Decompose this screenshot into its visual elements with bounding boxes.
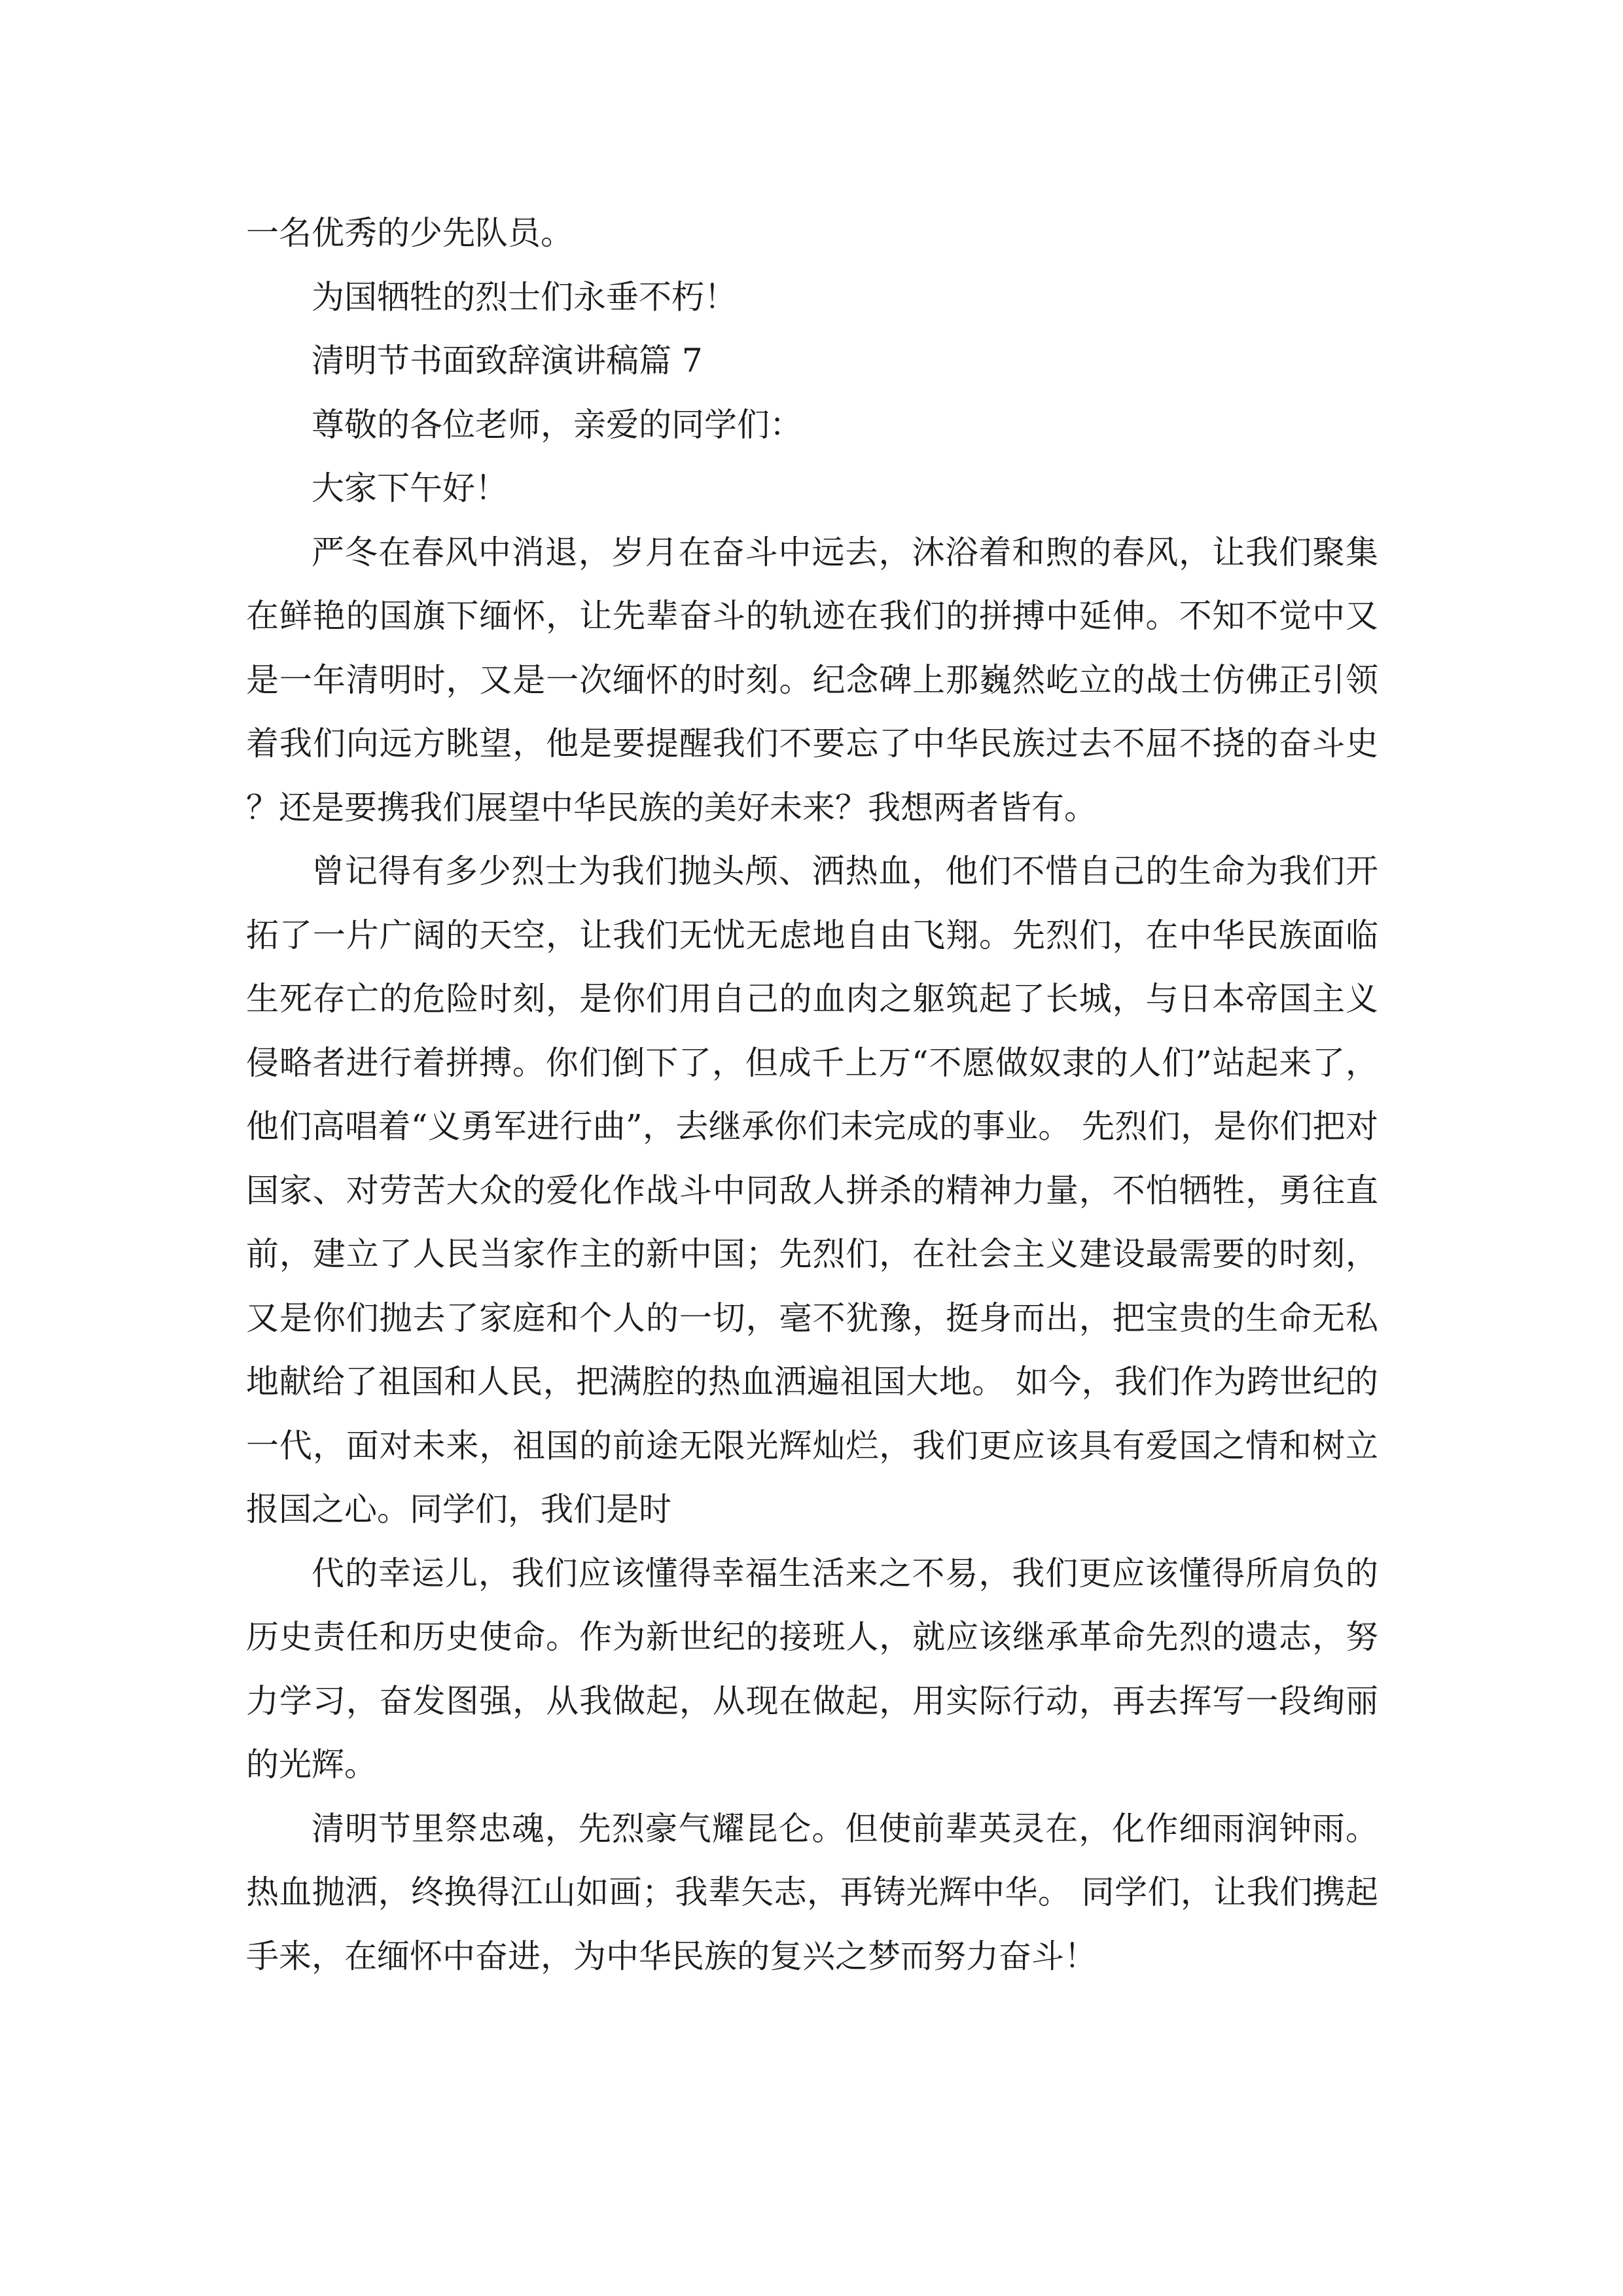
paragraph-6: 严冬在春风中消退，岁月在奋斗中远去，沐浴着和煦的春风，让我们聚集在鲜艳的国旗下缅怀，让先辈奋斗的轨迹在我们的拼搏中延伸。不知不觉中又是一年清明时，又是一次缅怀的时刻。纪念碑上那巍然屹立的战士仿佛正引领着我们向远方眺望，他是要提醒我们不要忘了中华民族过去不屈不挠的奋斗史？还是要携我们展望中华民族的美好未来？我想两者皆有。 (246, 533, 1378, 827)
greeting: 大家下午好！ (312, 469, 508, 507)
paragraph-9: 清明节里祭忠魂，先烈豪气耀昆仑。但使前辈英灵在，化作细雨润钟雨。热血抛洒，终换得江山如画；我辈矢志，再铸光辉中华。 同学们，让我们携起手来，在缅怀中奋进，为中华民族的复兴之梦而努力奋斗！ (246, 1809, 1378, 1975)
salutation: 尊敬的各位老师，亲爱的同学们： (312, 405, 802, 444)
paragraph-2: 为国牺牲的烈士们永垂不朽！ (312, 278, 737, 316)
section-heading: 清明节书面致辞演讲稿篇 7 (312, 342, 703, 380)
paragraph-7: 曾记得有多少烈士为我们抛头颅、洒热血，他们不惜自己的生命为我们开拓了一片广阔的天空，让我们无忧无虑地自由飞翔。先烈们，在中华民族面临生死存亡的危险时刻，是你们用自己的血肉之躯筑起了长城，与日本帝国主义侵略者进行着拼搏。你们倒下了，但成千上万“不愿做奴隶的人们”站起来了，他们高唱着“义勇军进行曲”，去继承你们未完成的事业。 先烈们，是你们把对国家、对劳苦大众的爱化作战斗中同敌人拼杀的精神力量，不怕牺牲，勇往直前，建立了人民当家作主的新中国；先烈们，在社会主义建设最需要的时刻，又是你们抛去了家庭和个人的一切，毫不犹豫，挺身而出，把宝贵的生命无私地献给了祖国和人民，把满腔的热血洒遍祖国大地。 如今，我们作为跨世纪的一代，面对未来，祖国的前途无限光辉灿烂，我们更应该具有爱国之情和树立报国之心。同学们，我们是时 (246, 852, 1378, 1528)
document-page (246, 202, 1378, 1988)
paragraph-1: 一名优秀的少先队员。 (246, 214, 573, 252)
paragraph-8: 代的幸运儿，我们应该懂得幸福生活来之不易，我们更应该懂得所肩负的历史责任和历史使命。作为新世纪的接班人，就应该继承革命先烈的遗志，努力学习，奋发图强，从我做起，从现在做起，用实际行动，再去挥写一段绚丽的光辉。 (246, 1554, 1378, 1784)
